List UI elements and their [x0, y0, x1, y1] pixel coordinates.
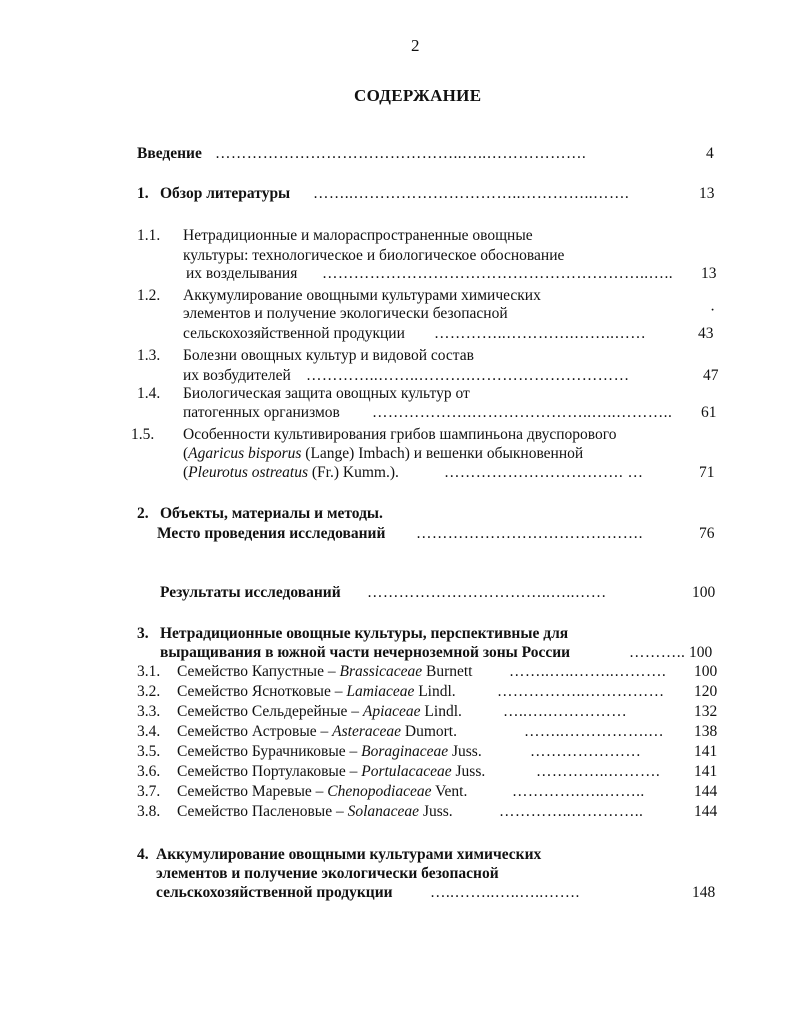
toc-s1-4-line2: патогенных организмов: [183, 404, 340, 421]
toc-ch3-item-page: 144: [694, 803, 718, 820]
toc-ch3-item-dots: …………..…………..: [499, 803, 644, 820]
toc-ch3-item-page: 120: [694, 683, 718, 700]
toc-ch3-item-dots: …..….……………: [503, 703, 628, 720]
toc-ch3-item-title: Семейство Портулаковые – Portulacaceae Juss.: [177, 763, 486, 780]
toc-s1-2-dots: …………..………….……..……: [434, 325, 647, 342]
toc-results-dots: ……………………………..…..……: [367, 584, 607, 601]
toc-ch2-number: 2.: [137, 505, 149, 522]
toc-s1-1-dots: ……………………………………………………..…..: [322, 265, 673, 282]
toc-s1-1-line3: их возделывания: [186, 265, 298, 282]
toc-s1-2-stray-mark: ·: [710, 302, 716, 319]
toc-s1-2-line1: Аккумулирование овощными культурами химических: [183, 287, 541, 304]
toc-ch3-item-dots: ……………..……………: [497, 683, 665, 700]
toc-ch3-item-page: 141: [694, 763, 718, 780]
page-number: 2: [411, 36, 420, 55]
toc-ch1-dots: ……..…………………………..…………..…….: [313, 185, 630, 202]
toc-s1-2-line3: сельскохозяйственной продукции: [183, 325, 405, 342]
toc-s1-4-dots: ……………….…………………..…..………..: [372, 404, 673, 421]
toc-results-page: 100: [692, 584, 716, 601]
toc-ch3-item-title: Семейство Маревые – Chenopodiaceae Vent.: [177, 783, 468, 800]
toc-s1-3-page: 47: [703, 367, 719, 384]
toc-s1-4-number: 1.4.: [137, 385, 161, 402]
toc-ch3-item-page: 100: [694, 663, 718, 680]
toc-s1-5-line2: (Agaricus bisporus (Lange) Imbach) и вешенки обыкновенной: [183, 445, 584, 462]
toc-ch3-item-title: Семейство Яснотковые – Lamiaceae Lindl.: [177, 683, 456, 700]
toc-s1-1-line2: культуры: технологическое и биологическое обоснование: [183, 247, 565, 264]
toc-ch3-item-number: 3.6.: [137, 763, 161, 780]
toc-ch3-item-page: 132: [694, 703, 718, 720]
toc-ch4-line1: Аккумулирование овощными культурами химических: [156, 846, 542, 863]
toc-ch1-page: 13: [699, 185, 715, 202]
toc-ch2-page: 76: [699, 525, 715, 542]
toc-s1-5-dots: ……………………………. …: [444, 464, 644, 481]
toc-s1-4-page: 61: [701, 404, 717, 421]
toc-ch2-line2: Место проведения исследований: [157, 525, 386, 542]
toc-ch3-item-dots: …………………: [530, 743, 642, 760]
toc-ch3-item-title: Семейство Пасленовые – Solanaceae Juss.: [177, 803, 453, 820]
toc-ch3-item-number: 3.2.: [137, 683, 161, 700]
toc-s1-1-page: 13: [701, 265, 717, 282]
toc-ch4-line2: элементов и получение экологически безопасной: [156, 865, 499, 882]
toc-s1-5-number: 1.5.: [131, 426, 155, 443]
toc-ch2-line1: Объекты, материалы и методы.: [160, 505, 383, 522]
toc-intro-dots: ………………………………………..…..……………….: [215, 145, 587, 162]
toc-intro-page: 4: [706, 145, 714, 162]
toc-ch3-item-dots: ……..…..……..……….: [509, 663, 667, 680]
toc-ch3-item-page: 144: [694, 783, 718, 800]
toc-ch3-item-dots: ………….…..……..: [512, 783, 645, 800]
toc-s1-2-page: 43: [698, 325, 714, 342]
toc-ch3-line1: Нетрадиционные овощные культуры, перспективные для: [160, 625, 569, 642]
toc-ch3-number: 3.: [137, 625, 149, 642]
toc-ch3-item-page: 141: [694, 743, 718, 760]
toc-results-label: Результаты исследований: [160, 584, 341, 601]
toc-intro-label: Введение: [137, 145, 202, 162]
toc-ch3-item-dots: ……..…………….…: [524, 723, 665, 740]
toc-ch3-item-number: 3.3.: [137, 703, 161, 720]
toc-ch2-dots: …………………………………….: [416, 525, 643, 542]
toc-ch1-number: 1.: [137, 185, 149, 202]
toc-s1-2-line2: элементов и получение экологически безопасной: [183, 305, 508, 322]
toc-s1-3-dots: …………..……..……….…………………………: [306, 367, 630, 384]
toc-s1-2-number: 1.2.: [137, 287, 161, 304]
toc-ch3-page: 100: [689, 644, 713, 661]
toc-ch3-item-number: 3.1.: [137, 663, 161, 680]
toc-s1-1-line1: Нетрадиционные и малораспространенные овощные: [183, 227, 533, 244]
toc-s1-5-page: 71: [699, 464, 715, 481]
toc-ch3-item-number: 3.5.: [137, 743, 161, 760]
toc-ch4-number: 4.: [137, 846, 149, 863]
toc-s1-3-line1: Болезни овощных культур и видовой состав: [183, 347, 474, 364]
toc-title: СОДЕРЖАНИЕ: [354, 86, 482, 105]
toc-ch3-line2: выращивания в южной части нечерноземной зоны России: [160, 644, 571, 661]
toc-s1-3-line2: их возбудителей: [183, 367, 291, 384]
toc-ch4-dots: …..……..…..…..…….: [430, 884, 580, 901]
toc-ch1-label: Обзор литературы: [160, 185, 291, 202]
toc-ch4-line3: сельскохозяйственной продукции: [156, 884, 393, 901]
toc-ch3-item-title: Семейство Бурачниковые – Boraginaceae Juss.: [177, 743, 482, 760]
toc-s1-4-line1: Биологическая защита овощных культур от: [183, 385, 470, 402]
toc-ch3-item-title: Семейство Капустные – Brassicaceae Burnett: [177, 663, 473, 680]
toc-s1-5-line3: (Pleurotus ostreatus (Fr.) Kumm.).: [183, 464, 399, 481]
toc-ch3-item-number: 3.4.: [137, 723, 161, 740]
toc-ch3-item-number: 3.8.: [137, 803, 161, 820]
toc-s1-3-number: 1.3.: [137, 347, 161, 364]
toc-ch3-item-number: 3.7.: [137, 783, 161, 800]
toc-ch3-item-page: 138: [694, 723, 718, 740]
toc-ch3-item-title: Семейство Сельдерейные – Apiaceae Lindl.: [177, 703, 462, 720]
toc-ch4-page: 148: [692, 884, 716, 901]
toc-ch3-dots: ………..: [629, 644, 686, 661]
toc-ch3-item-title: Семейство Астровые – Asteraceae Dumort.: [177, 723, 457, 740]
toc-s1-1-number: 1.1.: [137, 227, 161, 244]
toc-ch3-item-dots: …………..……….: [536, 763, 661, 780]
toc-s1-5-line1: Особенности культивирования грибов шампиньона двуспорового: [183, 426, 617, 443]
